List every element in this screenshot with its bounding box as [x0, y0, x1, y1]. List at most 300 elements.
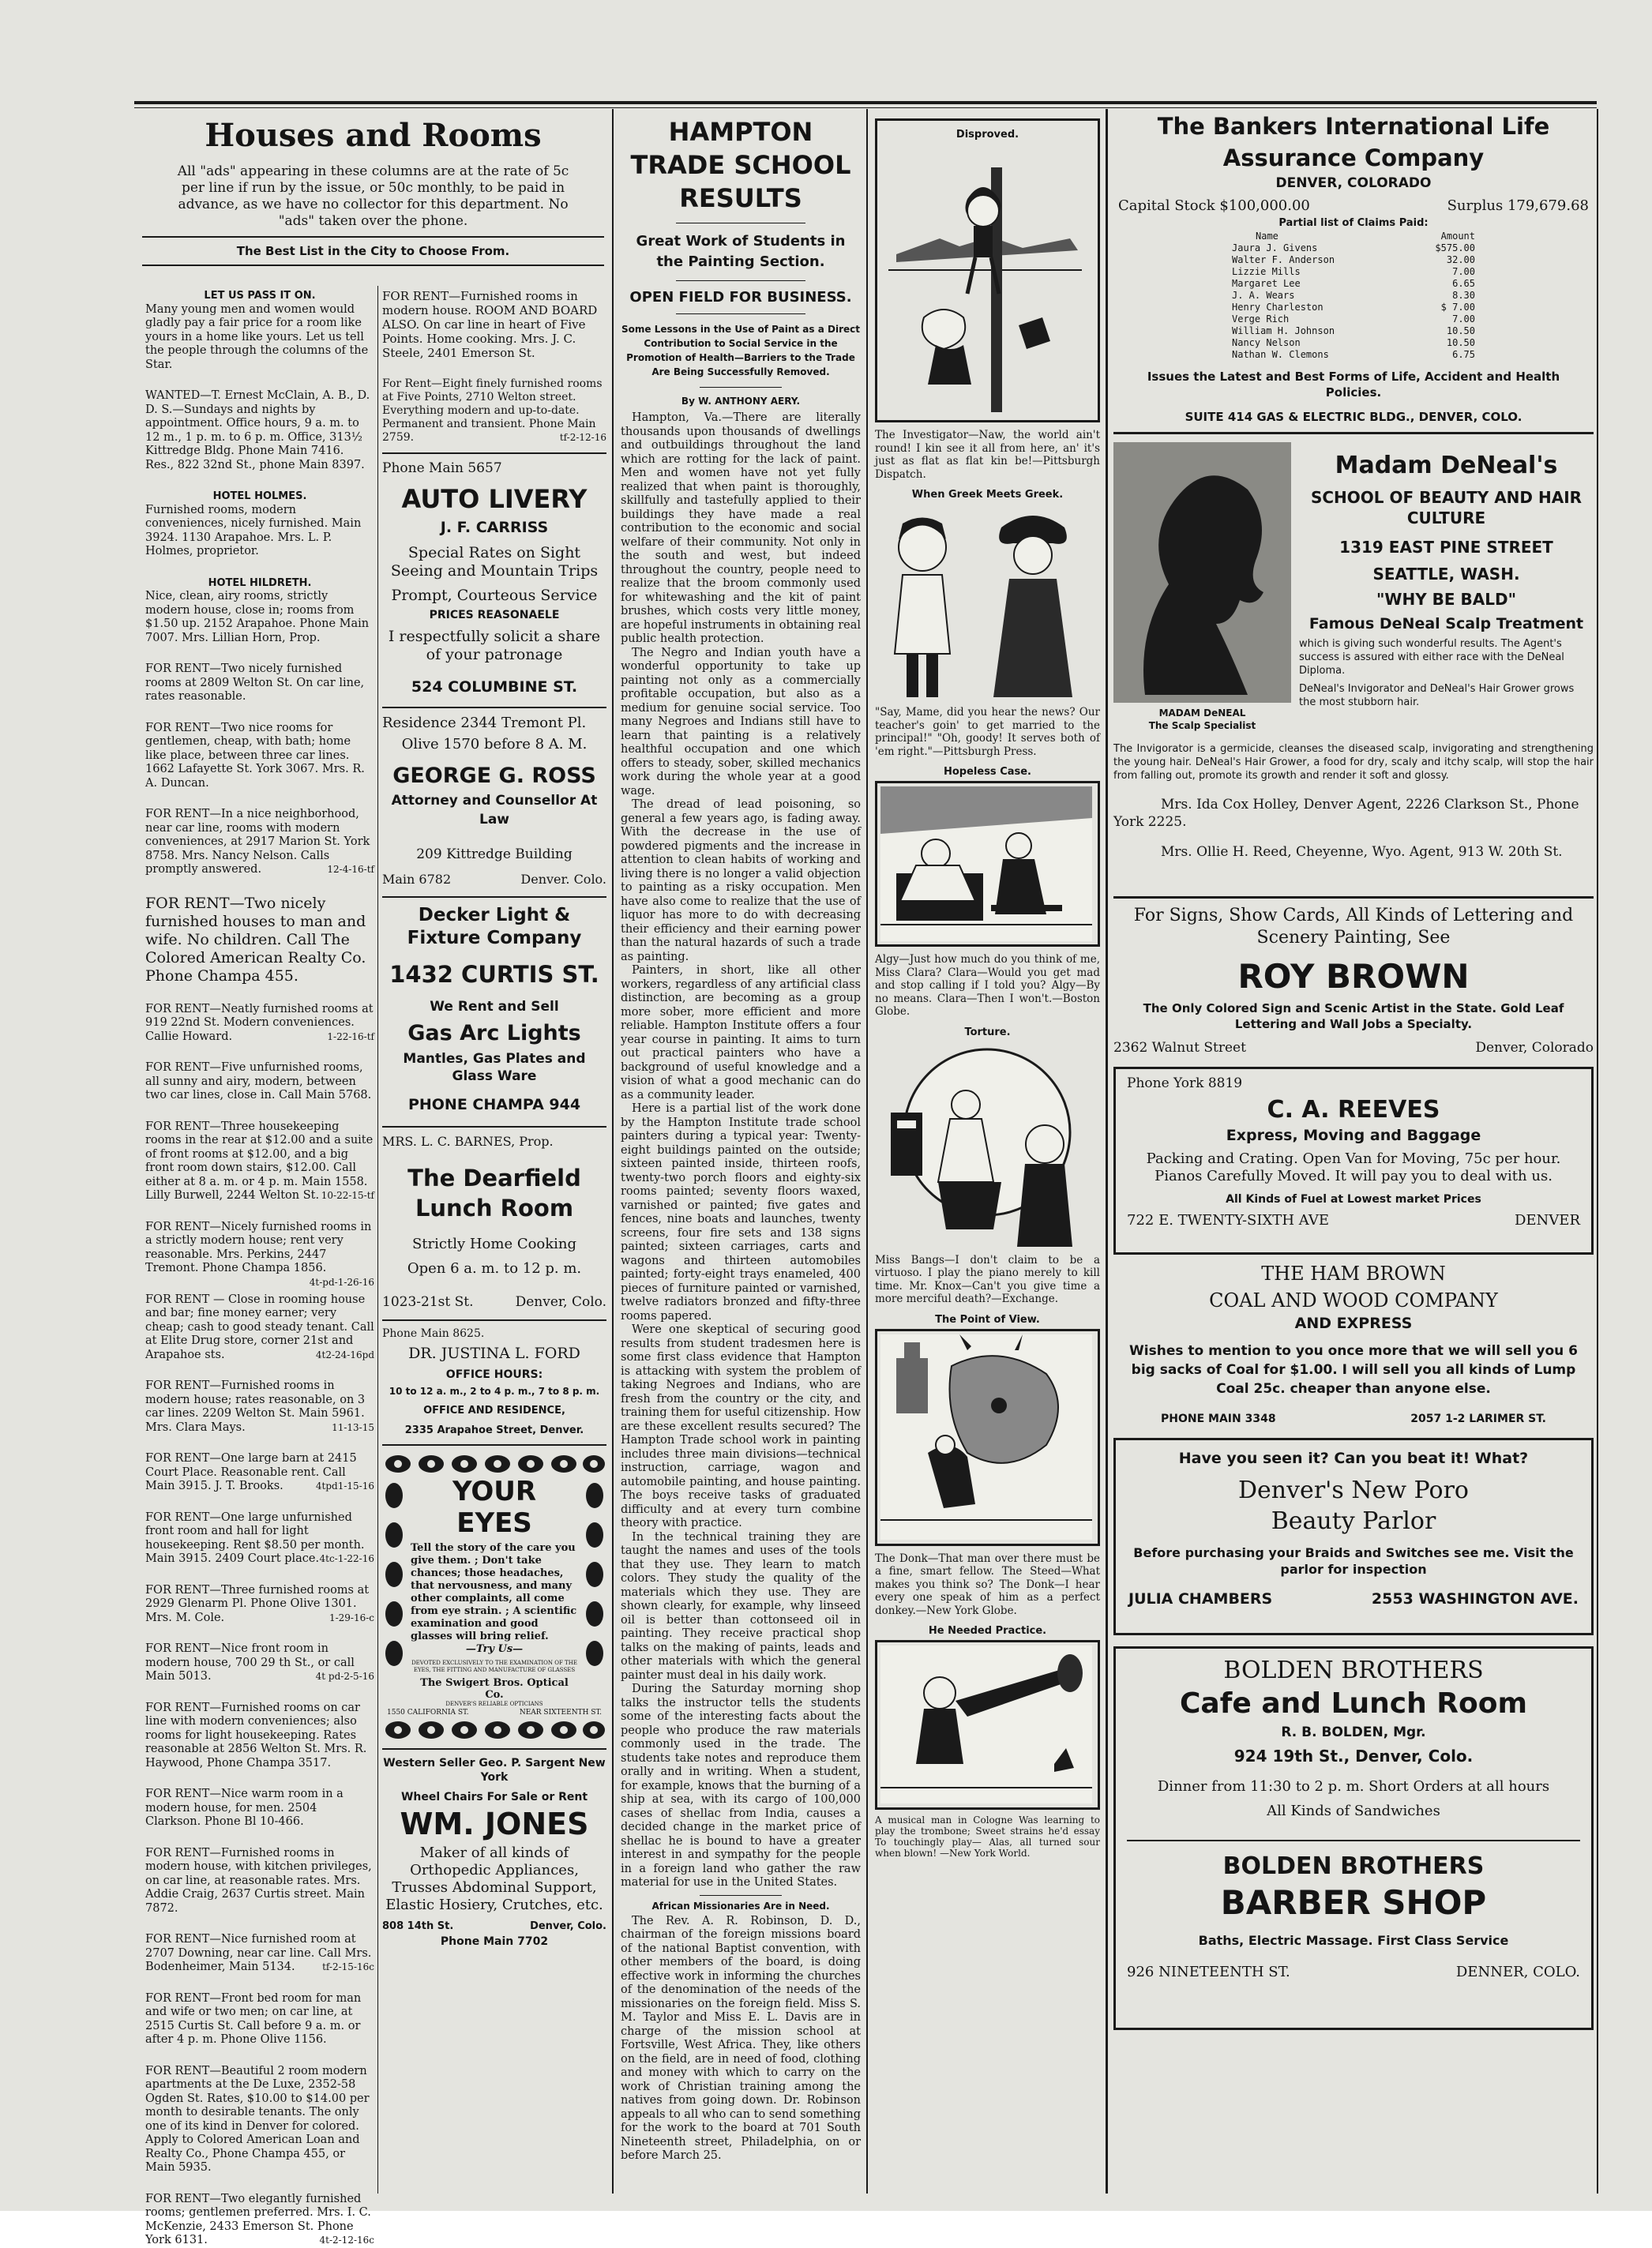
poro-question: Have you seen it? Can you beat it! What?	[1178, 1450, 1529, 1467]
cartoon-caption: A musical man in Cologne Was learning to play the trombone; Sweet strains he'd essay To touchingly play— Alas, all turned sour when blown! —New York World.	[875, 1815, 1100, 1859]
jones-address-row	[382, 1920, 606, 1932]
deneal-text-3: The Invigorator is a germicide, cleanses the diseased scalp, invigorating and strengthening the young hair. DeNeal's Hair Grower, a food for dry, scaly and itchy scalp, will stop the hair from falling out, promote its growth and render it soft and glossy.	[1113, 743, 1594, 782]
divider	[382, 1319, 606, 1321]
claim-amount: 10.50	[1446, 337, 1475, 348]
divider	[700, 387, 782, 388]
classified-text: FOR RENT—Neatly furnished rooms at 919 22nd St. Modern conveniences. Callie Howard.	[145, 1002, 374, 1043]
ford-name: DR. JUSTINA L. FORD	[408, 1345, 580, 1362]
classified-ad	[145, 389, 374, 472]
ham-line-2: COAL AND WOOD COMPANY	[1209, 1289, 1498, 1312]
ross-building: 209 Kittredge Building	[416, 846, 573, 862]
classified-text: FOR RENT—Beautiful 2 room modern apartments at the De Luxe, 2352-58 Ogden St. Rates, $10.00 to $14.00 per month to desirable tenants. The only one of its kind in Denver for colored. Apply to Colored American Loan and Realty Co., Phone Champa 455, or Main 5935.	[145, 2064, 370, 2174]
classified-ad	[145, 1933, 374, 1975]
bolden-name-2: BOLDEN BROTHERS	[1222, 1852, 1485, 1880]
classified-heading: HOTEL HILDRETH.	[208, 576, 312, 589]
eyes-firm-sub: DENVER'S RELIABLE OPTICIANS	[445, 1701, 543, 1707]
top-rule	[134, 101, 1597, 104]
houses-header	[142, 111, 604, 286]
roy-line-2: The Only Colored Sign and Scenic Artist in the State. Gold Leaf Lettering and Wall Jobs a Specialty.	[1143, 1001, 1564, 1031]
emerson-text: FOR RENT—Furnished rooms in modern house. ROOM AND BOARD ALSO. On car line in heart of Five Points. Home cooking. Mrs. J. C. Steele, 2401 Emerson St.	[382, 289, 598, 360]
classified-text: FOR RENT—Five unfurnished rooms, all sunny and airy, modern, between two car lines, close in. Call Main 5768.	[145, 1061, 372, 1101]
your-eyes-ad	[382, 1452, 606, 1742]
decker-line-2: Gas Arc Lights	[407, 1021, 581, 1045]
reeves-name: C. A. REEVES	[1267, 1096, 1440, 1124]
classified-tag: 11-13-15	[332, 1421, 374, 1433]
classified-text: FOR RENT—Furnished rooms in modern house, with kitchen privileges, on car line, at reasonable rates. Mrs. Addie Craig, 2637 Curtis street. Main 7872.	[145, 1846, 372, 1915]
deneal-text-1: which is giving such wonderful results. The Agent's success is assured with either race with the DeNeal Diploma.	[1299, 638, 1564, 677]
jones-name: WM. JONES	[400, 1807, 589, 1841]
classified-ad	[145, 2193, 374, 2248]
reeves-phone: Phone York 8819	[1127, 1075, 1243, 1091]
claim-amount: 6.65	[1452, 278, 1475, 289]
decker-name: Decker Light & Fixture Company	[407, 905, 582, 948]
decker-phone: PHONE CHAMPA 944	[407, 1096, 581, 1113]
roy-address-row	[1113, 1040, 1594, 1056]
ross-contact-row	[382, 872, 606, 887]
cartoon-caption: "Say, Mame, did you hear the news? Our teacher's goin' to get married to the principal!" "Oh, goody! It serves both of 'em right."—Pittsburgh Press.	[875, 706, 1100, 758]
classified-text: FOR RENT—In a nice neighborhood, near car line, rooms with modern conveniences, at 2917 Marion St. York 8758. Mrs. Nancy Nelson. Calls promptly answered.	[145, 808, 370, 876]
classified-text: Furnished rooms, modern conveniences, nicely furnished. Main 3924. 1130 Arapahoe. Mrs. L. P. Holmes, proprietor.	[145, 503, 362, 557]
deneal-portrait-icon	[1113, 442, 1291, 703]
divider	[1113, 896, 1594, 899]
deneal-address: 1319 EAST PINE STREET	[1339, 538, 1553, 557]
classified-text: Nice, clean, airy rooms, strictly modern house, close in; rooms from $1.50 up. 2152 Arapahoe. Phone Main 7007. Mrs. Lillian Horn, Prop.	[145, 590, 370, 644]
reeves-address: 722 E. TWENTY-SIXTH AVE	[1127, 1212, 1329, 1229]
eyes-firm: The Swigert Bros. Optical Co.	[420, 1677, 569, 1701]
claim-amount: 7.00	[1452, 266, 1475, 277]
torture-illustration-icon	[875, 1041, 1100, 1251]
livery-address: 524 COLUMBINE ST.	[411, 678, 578, 696]
best-list-divider	[142, 265, 604, 266]
classified-text: WANTED—T. Ernest McClain, A. B., D. D. S.—Sundays and nights by appointment. Office hours, 9 a. m. to 12 m., 1 p. m. to 6 p. m. Office, 313½ Kittredge Bldg. Phone Main 7416. Res., 822 32nd St., phone Main 8397.	[145, 389, 370, 471]
poro-address: 2553 WASHINGTON AVE.	[1371, 1590, 1579, 1608]
claim-row	[1232, 302, 1475, 313]
cartoon-title: He Needed Practice.	[928, 1625, 1047, 1637]
claims-col-amount: Amount	[1440, 231, 1475, 242]
eyes-title: YOUR EYES	[452, 1476, 537, 1539]
cartoon-point-of-view	[875, 1314, 1100, 1618]
decker-address: 1432 CURTIS ST.	[389, 961, 599, 988]
classified-ad	[145, 2065, 374, 2175]
classified-text: FOR RENT—Two elegantly furnished rooms; gentlemen preferred. Mrs. I. C. McKenzie, 2433 Emerson St. Phone York 6131.	[145, 2192, 371, 2246]
classified-text: Many young men and women would gladly pay a fair price for a room like yours in a home like yours. Let us tell the people through the columns of the Star.	[145, 302, 369, 371]
cartoon-title: Torture.	[964, 1026, 1011, 1038]
eyes-address-row	[382, 1707, 606, 1718]
disproved-illustration-icon	[880, 144, 1090, 416]
dearfield-hours: Open 6 a. m. to 12 p. m.	[407, 1260, 582, 1277]
classified-ad	[145, 1642, 374, 1684]
roy-line-1: For Signs, Show Cards, All Kinds of Lettering and Scenery Painting, See	[1133, 906, 1574, 948]
deneal-school: SCHOOL OF BEAUTY AND HAIR CULTURE	[1310, 488, 1583, 527]
deneal-treatment: Famous DeNeal Scalp Treatment	[1308, 615, 1584, 632]
cartoon-caption: Miss Bangs—I don't claim to be a virtuoso. I play the piano merely to kill time. Mr. Knox—Can't you give time a more merciful death?—Exchange.	[875, 1253, 1100, 1305]
bankers-city: DENVER, COLORADO	[1275, 175, 1432, 191]
column-rule-1	[612, 109, 614, 2194]
hampton-paragraph: Were one skeptical of securing good results from student tradesmen here is some first class evidence that Hampton is attacking with system the problem of taking Negroes and Indians, who are fresh from the country or the city, and training them for useful citizenship. How are these excellent results secured? The Hampton Trade school work in painting includes three main divisions—technical instruction, carriage, wagon and automobile painting, and house painting. The boys receive tasks of graduated difficulty and at every turn combine theory with practice.	[621, 1323, 861, 1529]
jones-address: 808 14th St.	[382, 1920, 454, 1932]
claim-row	[1232, 325, 1475, 337]
bolden-address-row-2	[1127, 1964, 1580, 1980]
ford-hours-heading: OFFICE HOURS:	[445, 1368, 543, 1381]
classified-tag: 4t-2-12-16c	[319, 2235, 374, 2246]
hampton-paragraph: Here is a partial list of the work done by the Hampton Institute trade school painters during a typical year: Twenty-eight buildings painted on the outside; sixteen painted inside, thirteen roofs, twenty-two porch floors and eighty-six rooms painted; seventy floors waxed, varnished or painted; five gates and fences, nine boats and launches, twenty screens, four fire sets and 138 signs painted; sixteen carriages, carts and wagons and thirteen automobiles painted; forty-eight trays enameled, 400 pieces of furniture painted or varnished, twelve radiators bronzed and fifty-three rooms papered.	[621, 1102, 861, 1323]
classified-text: FOR RENT—Nice furnished room at 2707 Downing, near car line. Call Mrs. Bodenheimer, Main 5134.	[145, 1933, 372, 1973]
roy-address: 2362 Walnut Street	[1113, 1040, 1246, 1056]
houses-title: Houses and Rooms	[205, 117, 542, 154]
poro-text: Before purchasing your Braids and Switches see me. Visit the parlor for inspection	[1133, 1545, 1574, 1577]
classified-ad	[145, 662, 374, 704]
welton-tag: tf-2-12-16	[559, 432, 606, 443]
ham-phone: PHONE MAIN 3348	[1161, 1413, 1276, 1425]
jones-phone: Phone Main 7702	[440, 1935, 549, 1948]
classified-text: FOR RENT—One large barn at 2415 Court Place. Reasonable rent. Call Main 3915. J. T. Brooks.	[145, 1452, 357, 1492]
dearfield-address: 1023-21st St.	[382, 1294, 474, 1310]
top-rule-thin	[134, 107, 1597, 108]
classified-ad	[145, 576, 374, 646]
emerson-ad	[382, 289, 606, 360]
claim-name: J. A. Wears	[1232, 290, 1295, 301]
claims-table	[1232, 231, 1475, 361]
classified-text: FOR RENT—Three furnished rooms at 2929 Glenarm Pl. Phone Olive 1301. Mrs. M. Cole.	[145, 1583, 370, 1624]
hampton-paragraph: Painters, in short, like all other workers, regardless of any artificial class distinction, are becoming as a group more sober, more efficient and more reliable. Hampton Institute offers a four year course in painting. It aims to turn out practical painters who have a background of useful knowledge and a vision of what a good mechanic can do as a community leader.	[621, 964, 861, 1101]
ross-ad	[382, 715, 606, 887]
jones-seller: Western Seller Geo. P. Sargent New York	[383, 1757, 606, 1784]
classified-tag: 1-22-16-tf	[327, 1030, 374, 1042]
eyes-side-border-icon	[382, 1476, 406, 1673]
classified-ad	[145, 1847, 374, 1916]
livery-line-2: Prompt, Courteous Service	[391, 587, 598, 604]
claim-row	[1232, 254, 1475, 266]
claim-name: Walter F. Anderson	[1232, 254, 1335, 265]
classified-tag: 10-22-15-tf	[321, 1190, 374, 1201]
cartoon-practice	[875, 1625, 1100, 1859]
poro-ad	[1113, 1438, 1594, 1635]
cartoon-caption: Algy—Just how much do you think of me, Miss Clara? Clara—Would you get mad and stop calling if I told you? Algy—By no means. Clara—Then I won't.—Boston Globe.	[875, 953, 1100, 1018]
classified-ad	[145, 1788, 374, 1830]
divider	[382, 707, 606, 708]
claim-name: Verge Rich	[1232, 313, 1290, 325]
classified-column-1	[145, 289, 374, 2246]
bankers-ad	[1113, 111, 1594, 424]
classified-text: FOR RENT—One large unfurnished front room and hall for light housekeeping. Rent $8.50 per month. Main 3915. 2409 Court place.	[145, 1511, 365, 1565]
claim-name: Henry Charleston	[1232, 302, 1323, 313]
classified-tag: 12-4-16-tf	[327, 864, 374, 875]
jones-city: Denver, Colo.	[530, 1920, 606, 1932]
hampton-paragraph: The dread of lead poisoning, so general a few years ago, is fading away. With the decrease in the use of powdered pigments and the increase in attention to clean habits of working and living there is no longer a valid objection to painting as a risky occupation. Men have also come to realize that the use of liquor has more to do with decreasing their efficiency and their earning power than the natural hazards of such a trade as painting.	[621, 798, 861, 963]
claim-name: Jaura J. Givens	[1232, 242, 1318, 253]
classified-tag: 1-29-16-c	[329, 1612, 374, 1623]
classified-ad	[145, 1293, 374, 1363]
claim-row	[1232, 337, 1475, 349]
deneal-ad	[1113, 442, 1594, 896]
cartoon-title: The Point of View.	[935, 1313, 1040, 1326]
deneal-text-2: DeNeal's Invigorator and DeNeal's Hair Grower grows the most stubborn hair.	[1299, 683, 1575, 708]
divider	[382, 452, 606, 454]
cartoon-disproved	[875, 118, 1100, 481]
claim-row	[1232, 290, 1475, 302]
ross-title: Attorney and Counsellor At Law	[391, 793, 598, 828]
ford-hours: 10 to 12 a. m., 2 to 4 p. m., 7 to 8 p. m.	[389, 1386, 600, 1397]
jones-text: Maker of all kinds of Orthopedic Appliances, Trusses Abdominal Support, Elastic Hosiery, Crutches, etc.	[385, 1845, 603, 1913]
ham-line-3: AND EXPRESS	[1294, 1315, 1413, 1332]
bankers-issues: Issues the Latest and Best Forms of Life, Accident and Health Policies.	[1147, 370, 1560, 400]
cartoon-title: When Greek Meets Greek.	[911, 489, 1064, 501]
classified-text: FOR RENT—Three housekeeping rooms in the rear at $12.00 and a suite of front rooms at $12.00, and a big front room down stairs, $12.00. Call either at 8 a. m. or 4 p. m. Main 1558. Lilly Burwell, 2244 Welton St.	[145, 1120, 374, 1202]
poro-name: JULIA CHAMBERS	[1128, 1590, 1273, 1608]
classified-text: FOR RENT—Two nice rooms for gentlemen, cheap, with bath; home like place, between three car lines. 1662 Lafayette St. York 3067. Mrs. R. A. Duncan.	[145, 721, 365, 790]
livery-line-4: I respectfully solicit a share of your patronage	[388, 628, 601, 663]
bankers-surplus: Surplus 179,679.68	[1447, 197, 1589, 214]
claims-header	[1232, 231, 1475, 242]
cartoon-greek	[875, 489, 1100, 758]
claim-amount: $ 7.00	[1440, 302, 1475, 313]
ford-address: 2335 Arapahoe Street, Denver.	[404, 1424, 584, 1436]
classified-text: FOR RENT—Two nicely furnished houses to man and wife. No children. Call The Colored American Realty Co. Phone Champa 455.	[145, 894, 366, 985]
hampton-sub-1: Great Work of Students in the Painting Section.	[636, 233, 846, 270]
ford-ad	[382, 1327, 606, 1436]
deneal-city: SEATTLE, WASH.	[1372, 565, 1520, 584]
poro-line-2: Beauty Parlor	[1271, 1507, 1436, 1535]
classified-text: FOR RENT—Nice warm room in a modern house, for men. 2504 Clarkson. Phone Bl 10-466.	[145, 1788, 344, 1828]
ross-olive: Olive 1570 before 8 A. M.	[401, 736, 588, 752]
dearfield-ad	[382, 1134, 606, 1310]
eyes-address-1: 1550 CALIFORNIA ST.	[387, 1709, 469, 1717]
classified-heading: HOTEL HOLMES.	[212, 490, 307, 502]
bolden-address: 924 19th St., Denver, Colo.	[1233, 1747, 1474, 1766]
ford-residence-heading: OFFICE AND RESIDENCE,	[423, 1405, 565, 1417]
african-heading: African Missionaries Are in Need.	[651, 1900, 830, 1912]
practice-illustration-icon	[880, 1646, 1092, 1803]
cartoon-caption: The Donk—That man over there must be a fine, smart fellow. The Steed—What makes you think so? The Donk—I hear every one speak of him as a perfect donkey.—New York Globe.	[875, 1552, 1100, 1617]
right-ads-column	[1113, 111, 1594, 2192]
hampton-title: HAMPTON TRADE SCHOOL RESULTS	[630, 117, 851, 213]
reeves-text: Packing and Crating. Open Van for Moving, 75c per hour. Pianos Carefully Moved. It will pay you to deal with us.	[1146, 1150, 1561, 1184]
claims-rows	[1232, 242, 1475, 361]
deneal-photo-sub: The Scalp Specialist	[1148, 720, 1256, 731]
dearfield-city: Denver, Colo.	[515, 1294, 606, 1310]
hampton-article	[621, 115, 861, 2192]
bolden-city-2: DENNER, COLO.	[1455, 1964, 1580, 1980]
bolden-address-2: 926 NINETEENTH ST.	[1127, 1964, 1290, 1980]
deneal-agent-2: Mrs. Ollie H. Reed, Cheyenne, Wyo. Agent, 913 W. 20th St.	[1161, 844, 1563, 860]
hampton-byline: By W. ANTHONY AERY.	[681, 396, 801, 407]
classified-text: FOR RENT—Nice front room in modern house, 700 29 th St., or call Main 5013.	[145, 1642, 355, 1683]
hampton-deck: Some Lessons in the Use of Paint as a Direct Contribution to Social Service in the Promotion of Health—Barriers to the Trade Are Being Successfully Removed.	[621, 324, 860, 377]
deneal-agent-1: Mrs. Ida Cox Holley, Denver Agent, 2226 Clarkson St., Phone York 2225.	[1113, 797, 1579, 830]
bankers-list-title: Partial list of Claims Paid:	[1278, 217, 1429, 229]
eyes-address-2: NEAR SIXTEENTH ST.	[519, 1709, 602, 1717]
reeves-sub: Express, Moving and Baggage	[1226, 1127, 1481, 1144]
classified-ad	[145, 1061, 374, 1103]
eyes-text: Tell the story of the care you give them. ; Don't take chances; those headaches, that nervousness, and many other complaints, all come from eye strain. ; A scientific examination and good glasses will bring relief.	[411, 1542, 577, 1642]
ham-brown-ad	[1113, 1263, 1594, 1425]
livery-line-1: Special Rates on Sight Seeing and Mountain Trips	[390, 544, 599, 580]
welton-text: For Rent—Eight finely furnished rooms at Five Points, 2710 Welton street. Everything modern and up-to-date. Permanent and transient. Phone Main 2759.	[382, 377, 603, 444]
classified-ad	[145, 1511, 374, 1567]
ford-phone: Phone Main 8625.	[382, 1327, 485, 1340]
classified-tag: 4t-pd-1-26-16	[309, 1276, 374, 1288]
classified-ad	[145, 490, 374, 559]
classified-ad	[145, 289, 374, 372]
classified-text: FOR RENT—Furnished rooms in modern house; rates reasonable, on 3 car lines. 2209 Welton St. Main 5961. Mrs. Clara Mays.	[145, 1379, 366, 1434]
poro-line-1: Denver's New Poro	[1237, 1477, 1469, 1504]
deneal-slogan: "WHY BE BALD"	[1376, 590, 1517, 609]
cartoon-title: Disproved.	[956, 129, 1019, 141]
right-edge-rule	[1597, 109, 1598, 2194]
reeves-fuel: All Kinds of Fuel at Lowest market Prices	[1226, 1193, 1481, 1206]
hampton-paragraph: In the technical training they are taught the names and uses of the tools that they use. They learn to match colors. They study the quality of the materials which they use. They are shown clearly, for example, why linseed oil is better than cottonseed oil in painting. They receive practical shop talks on the making of paints, leads and other materials with which the general painter must deal in his daily work.	[621, 1530, 861, 1682]
bankers-name: The Bankers International Life Assurance Company	[1157, 113, 1550, 171]
african-paragraph: The Rev. A. R. Robinson, D. D., chairman of the foreign missions board of the national Baptist convention, with other members of the board, is doing effective work in informing the churches of the denomination of the needs of the missionaries on the foreign field. Miss S. M. Taylor and Miss E. L. Davis are in charge of the mission school at Fortsville, West Africa. They, like others on the field, are in need of food, clothing and money with which to carry on the work of Christian training among the natives from going down. Dr. Robinson appeals to all who can to send something for the work to the board at 701 South Nineteenth street, Philadelphia, on or before March 25.	[621, 1914, 861, 2162]
point-of-view-illustration-icon	[880, 1334, 1092, 1540]
classified-tag: tf-2-15-16c	[322, 1961, 374, 1972]
hampton-paragraph: Hampton, Va.—There are literally thousands upon thousands of dwellings and outbuildings throughout the land which are rotting for the lack of paint. Men and women have not yet fully realized that when paint is thoroughly, skillfully and tastefully applied to their buildings they have made a real contribution to the economic and social welfare of their community. Not only in the south and west, but indeed throughout the country, people need to realize that the broom commonly used for whitewashing and the kit of paint brushes, which costs very little money, are hopeful instruments in obtaining real public health protection.	[621, 411, 861, 645]
bolden-name: BOLDEN BROTHERS	[1223, 1657, 1484, 1684]
livery-owner: J. F. CARRISS	[440, 519, 549, 536]
ham-line-1: THE HAM BROWN	[1261, 1263, 1446, 1285]
ham-text: Wishes to mention to you once more that we will sell you 6 big sacks of Coal for $1.00. I will sell you all kinds of Lump Coal 25c. cheaper than anyone else.	[1129, 1343, 1578, 1397]
classified-tag: 4tc-1-22-16	[319, 1553, 374, 1564]
bolden-manager: R. B. BOLDEN, Mgr.	[1281, 1724, 1426, 1740]
livery-title: AUTO LIVERY	[401, 484, 588, 514]
claim-row	[1232, 349, 1475, 361]
classified-ad	[145, 1992, 374, 2047]
deneal-photo-name: MADAM DeNEAL	[1158, 707, 1246, 719]
classified-ad	[145, 1120, 374, 1203]
classified-text: FOR RENT — Close in rooming house and bar; fine money earner; very cheap; cash to good steady tenant. Call at Elite Drug store, corner 21st and Arapahoe sts.	[145, 1293, 374, 1361]
cartoon-column	[875, 118, 1100, 2192]
claim-row	[1232, 278, 1475, 290]
bolden-sandwiches: All Kinds of Sandwiches	[1267, 1803, 1440, 1819]
eyes-devoted: DEVOTED EXCLUSIVELY TO THE EXAMINATION OF THE EYES, THE FITTING AND MANUFACTURE OF GLASSES	[411, 1660, 577, 1673]
deneal-name: Madam DeNeal's	[1335, 452, 1558, 479]
ross-name: GEORGE G. ROSS	[392, 764, 596, 788]
bolden-ad	[1113, 1646, 1594, 2030]
column-rule-classifieds	[377, 286, 378, 2194]
eyes-side-border-icon	[583, 1476, 606, 1673]
ross-city: Denver. Colo.	[520, 872, 606, 887]
classified-ad	[145, 1452, 374, 1494]
best-list-heading: The Best List in the City to Choose From.	[236, 244, 510, 258]
claim-amount: 8.30	[1452, 290, 1475, 301]
classified-ad	[145, 722, 374, 791]
divider	[676, 280, 805, 281]
claim-name: Margaret Lee	[1232, 278, 1301, 289]
ham-address: 2057 1-2 LARIMER ST.	[1410, 1413, 1546, 1425]
classified-tag: 4t2-24-16pd	[315, 1349, 374, 1360]
divider	[700, 1895, 782, 1896]
bankers-suite: SUITE 414 GAS & ELECTRIC BLDG., DENVER, COLO.	[1185, 410, 1522, 424]
header-divider	[142, 236, 604, 238]
classified-text: FOR RENT—Two nicely furnished rooms at 2809 Welton St. On car line, rates reasonable.	[145, 662, 365, 703]
divider	[1113, 432, 1594, 434]
dearfield-address-row	[382, 1294, 606, 1310]
classified-text: FOR RENT—Front bed room for man and wife or two men; on car line, at 2515 Curtis St. Call before 9 a. m. or after 4 p. m. Phone Olive 1156.	[145, 1991, 362, 2046]
dearfield-prop: MRS. L. C. BARNES, Prop.	[382, 1134, 554, 1149]
cartoon-caption: The Investigator—Naw, the world ain't round! I kin see it all from here, an' it's just as flat as flat kin be!—Pittsburgh Dispatch.	[875, 429, 1100, 481]
classified-ad	[145, 1003, 374, 1045]
claim-amount: 32.00	[1446, 254, 1475, 265]
claim-amount: 10.50	[1446, 325, 1475, 336]
bolden-title: Cafe and Lunch Room	[1180, 1687, 1527, 1720]
classified-text: FOR RENT—Nicely furnished rooms in a strictly modern house; rent very reasonable. Mrs. Perkins, 2447 Tremont. Phone Champa 1856.	[145, 1220, 372, 1274]
classified-tag: 4t pd-2-5-16	[315, 1671, 374, 1682]
ross-phone: Main 6782	[382, 872, 452, 887]
ham-contact-row	[1161, 1413, 1546, 1425]
cartoon-torture	[875, 1026, 1100, 1306]
classified-ad	[145, 808, 374, 877]
ads-column-2	[382, 289, 606, 2192]
dearfield-name: The Dearfield Lunch Room	[407, 1165, 581, 1222]
claim-row	[1232, 242, 1475, 254]
dearfield-line-1: Strictly Home Cooking	[411, 1236, 577, 1252]
column-rule-3	[1106, 109, 1108, 2194]
classified-heading: LET US PASS IT ON.	[204, 290, 316, 302]
decker-line-1: We Rent and Sell	[430, 999, 559, 1015]
classified-ad	[145, 1702, 374, 1771]
hampton-paragraph: During the Saturday morning shop talks the instructor tells the students some of the interesting facts about the people who produce the raw materials commonly used in the trade. The students take notes and reproduce them orally and in writing. When a student, for example, knows that the burning of a ship at sea, with its cargo of 100,000 cases of shellac from India, causes a decided change in the market price of shellac he is bound to have a greater interest in and sympathy for the people in a foreign land who gather the raw material for use in the United States.	[621, 1683, 861, 1889]
claim-name: Lizzie Mills	[1232, 266, 1301, 277]
bankers-capital-row	[1118, 197, 1589, 214]
divider	[676, 313, 805, 314]
eyes-border-icon	[382, 1452, 606, 1476]
classified-tag: 4tpd1-15-16	[315, 1481, 374, 1492]
claim-row	[1232, 313, 1475, 325]
cartoon-title: Hopeless Case.	[943, 766, 1031, 778]
classified-text: FOR RENT—Furnished rooms on car line with modern conveniences; also rooms for light housekeeping. Rates reasonable at 2856 Welton St. Mrs. R. Haywood, Phone Champa 3517.	[145, 1701, 367, 1770]
eyes-try: —Try Us—	[465, 1643, 524, 1655]
claim-name: Nancy Nelson	[1232, 337, 1301, 348]
claims-col-name: Name	[1256, 231, 1278, 242]
ross-residence: Residence 2344 Tremont Pl.	[382, 715, 587, 731]
greek-illustration-icon	[875, 504, 1100, 701]
cartoon-hopeless	[875, 766, 1100, 1019]
reeves-ad	[1113, 1067, 1594, 1255]
jones-ad	[382, 1756, 606, 1948]
divider	[382, 1126, 606, 1128]
bolden-dinner: Dinner from 11:30 to 2 p. m. Short Orders at all hours	[1157, 1778, 1550, 1795]
livery-line-3: PRICES REASONAELE	[429, 609, 560, 621]
claim-amount: $575.00	[1435, 242, 1475, 253]
claim-amount: 7.00	[1452, 313, 1475, 325]
reeves-address-row	[1127, 1212, 1580, 1229]
bolden-baths: Baths, Electric Massage. First Class Service	[1198, 1933, 1509, 1948]
poro-contact-row	[1128, 1590, 1579, 1608]
hampton-paragraph: The Negro and Indian youth have a wonderful opportunity to take up painting not only as a commercially profitable occupation, but also as a medium for genuine social service. Too many Negroes and Indians still have to learn that painting is a relatively healthful occupation and one which offers to steady, sober, skilled mechanics work during the whole year at a good wage.	[621, 646, 861, 797]
roy-brown-ad	[1113, 905, 1594, 1056]
claim-name: William H. Johnson	[1232, 325, 1335, 336]
bolden-barber: BARBER SHOP	[1220, 1883, 1487, 1922]
eyes-border-icon	[382, 1718, 606, 1742]
reeves-city: DENVER	[1514, 1212, 1580, 1229]
divider	[382, 1748, 606, 1750]
divider	[1127, 1840, 1580, 1841]
claim-row	[1232, 266, 1475, 278]
livery-phone: Phone Main 5657	[382, 460, 502, 476]
classified-ad	[145, 1220, 374, 1288]
divider	[382, 896, 606, 898]
roy-city: Denver, Colorado	[1475, 1040, 1594, 1056]
classified-ad	[145, 1379, 374, 1435]
houses-notice: All "ads" appearing in these columns are at the rate of 5c per line if run by the issue, or 50c monthly, to be paid in advance, as we have no collector for this department. No "ads" taken over the phone.	[177, 163, 569, 229]
hopeless-illustration-icon	[880, 786, 1092, 941]
welton-ad	[382, 377, 606, 445]
decker-ad	[382, 904, 606, 1113]
divider	[382, 1444, 606, 1446]
classified-ad	[145, 895, 374, 985]
decker-line-3: Mantles, Gas Plates and Glass Ware	[403, 1051, 586, 1084]
auto-livery-ad	[382, 460, 606, 696]
